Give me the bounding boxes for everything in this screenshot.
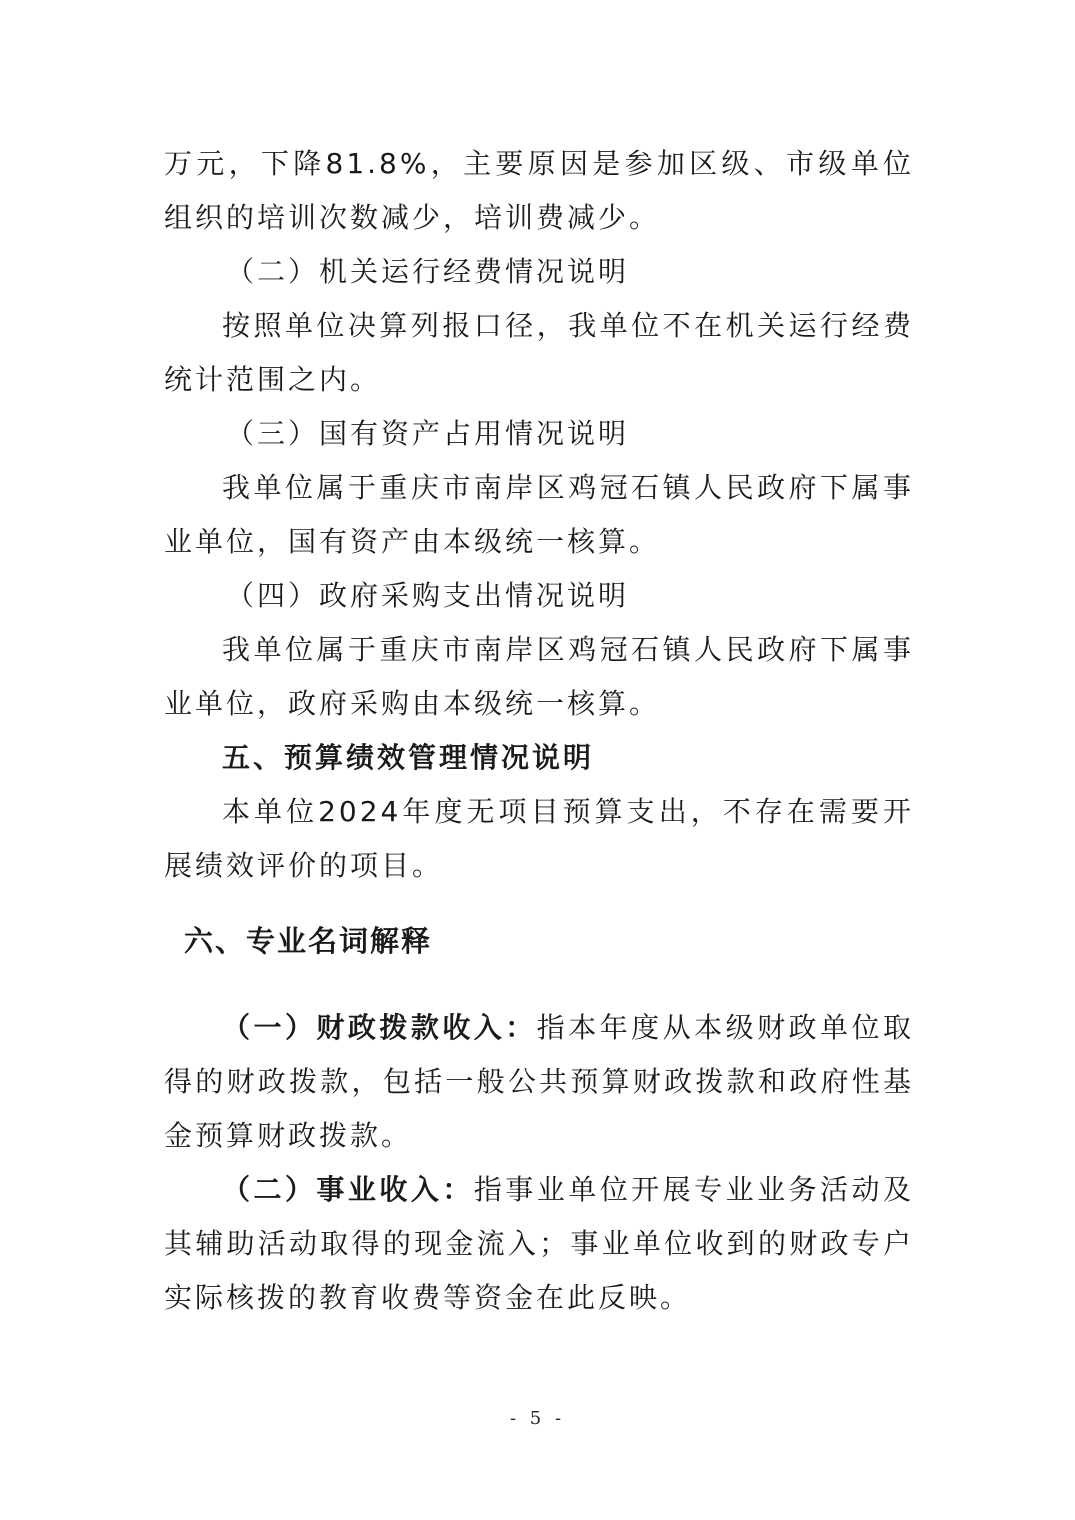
page-number: - 5 - (509, 1408, 566, 1429)
glossary-item-business-income (164, 1163, 914, 1325)
glossary-term-label: （二）事业收入： (222, 1173, 474, 1206)
paragraph-performance-management: 本单位2024年度无项目预算支出，不存在需要开展绩效评价的项目。 (164, 795, 914, 882)
heading-glossary: 六、专业名词解释 (184, 924, 433, 958)
heading-performance-management: 五、预算绩效管理情况说明 (222, 741, 595, 774)
glossary-item-fiscal-appropriation (164, 1001, 914, 1163)
glossary-term-label: （一）财政拨款收入： (222, 1011, 537, 1044)
heading-procurement: （四）政府采购支出情况说明 (226, 579, 630, 612)
paragraph-state-assets: 我单位属于重庆市南岸区鸡冠石镇人民政府下属事业单位，国有资产由本级统一核算。 (164, 471, 914, 558)
paragraph-operating-expenses: 按照单位决算列报口径，我单位不在机关运行经费统计范围之内。 (164, 309, 914, 396)
glossary-term-definition: 指本年度从本级财政单位取得的财政拨款，包括一般公共预算财政拨款和政府性基金预算财政拨款。 (164, 1011, 914, 1152)
heading-state-assets: （三）国有资产占用情况说明 (226, 417, 630, 450)
paragraph-training-fee: 万元，下降81.8%，主要原因是参加区级、市级单位组织的培训次数减少，培训费减少。 (164, 147, 914, 234)
heading-operating-expenses: （二）机关运行经费情况说明 (226, 255, 630, 288)
glossary-term-definition: 指事业单位开展专业业务活动及其辅助活动取得的现金流入；事业单位收到的财政专户实际核拨的教育收费等资金在此反映。 (164, 1173, 914, 1314)
paragraph-procurement: 我单位属于重庆市南岸区鸡冠石镇人民政府下属事业单位，政府采购由本级统一核算。 (164, 633, 914, 720)
